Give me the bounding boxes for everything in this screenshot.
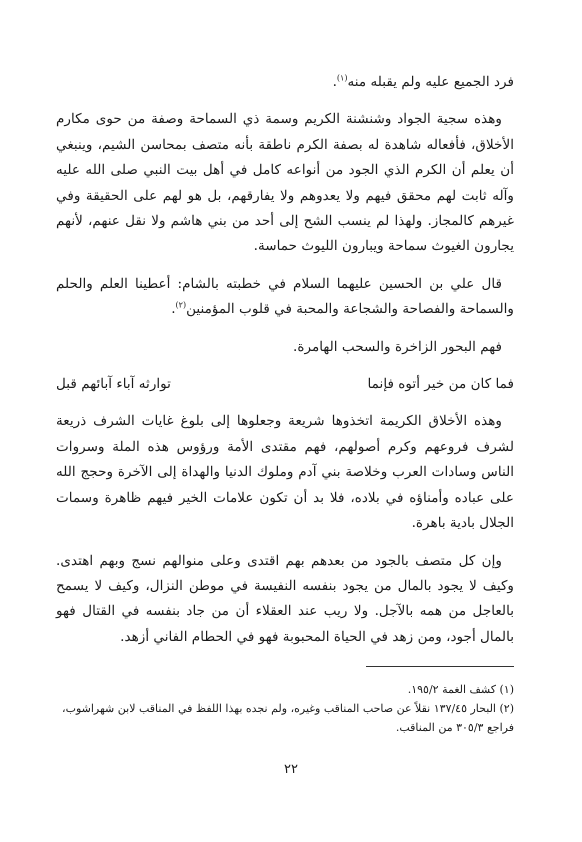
paragraph-6: وإن كل متصف بالجود من بعدهم بهم اقتدى وعلى منوالهم نسج وبهم اهتدى. وكيف لا يجود بالمال من يجود بنفسه النفيسة في موطن النزال، وكيف لا يسمح بالعاجل من همه بالآجل. ولا ريب عند العقلاء أن من جاد بنفسه في القتال فهو بالمال أجود، ومن زهد في الحياة المحبوبة فهو في الحطام الفاني أزهد. [56, 552, 514, 645]
paragraph-3: قال علي بن الحسين عليهما السلام في خطبته بالشام: أعطينا العلم والحلم والسماحة والفصاحة والشجاعة والمحبة في قلوب المؤمنين$^{(٢)}$. [56, 275, 514, 318]
paragraph-1: فرد الجميع عليه ولم يقبله منه$^{(١)}$. [332, 73, 514, 90]
footnote-2: (٢) البحار ١٣٧/٤٥ نقلاً عن صاحب المناقب وغيره، ولم نجده بهذا اللفظ في المناقب لابن شهراشوب، فراجع ٣٠٥/٣ من المناقب. [62, 702, 514, 734]
paragraph-2: وهذه سجية الجواد وشنشنة الكريم وسمة ذي السماحة وصفة من حوى مكارم الأخلاق، فأفعاله شاهدة له بصفة الكرم ناطقة بأنه متصف بمحاسن الشيم، وينبغي أن يعلم أن الكرم الذي الجود من أنواعه كامل في أهل بيت النبي صلى الله عليه وآله ثابت لهم محقق فيهم ولا يعدوهم ولا يفارقهم، بل هو لهم على الحقيقة وفي غيرهم كالمجاز. ولهذا لم ينسب الشح إلى أحد من بني هاشم ولا نقل عنهم، لأنهم يجارون الغيوث سماحة ويبارون الليوث حماسة. [56, 111, 514, 255]
footnote-separator [366, 666, 514, 667]
paragraph-3-text: قال علي بن الحسين عليهما السلام في خطبته بالشام: أعطينا العلم والحلم والسماحة والفصاحة والشجاعة والمحبة في قلوب المؤمنين [56, 275, 514, 318]
paragraph-4: فهم البحور الزاخرة والسحب الهامرة. [293, 338, 502, 355]
poetry-verse [56, 372, 514, 397]
footnote-1: (١) كشف الغمة ١٩٥/٢. [407, 683, 514, 696]
paragraph-5: وهذه الأخلاق الكريمة اتخذوها شريعة وجعلوها إلى بلوغ غايات الشرف ذريعة لشرف فروعهم وكرم أصولهم، فهم مقتدى الأمة ورؤوس هذه الملة وسروات الناس وسادات العرب وخلاصة بني آدم وملوك الدنيا والهداة إلى الآخرة وحجج الله على عباده وأمناؤه في بلاده، فلا بد أن تكون علامات الخير فيهم ظاهرة وسمات الجلال بادية باهرة. [56, 413, 514, 532]
footnotes [56, 680, 514, 737]
verse-first-hemistich: فما كان من خير أتوه فإنما [367, 376, 514, 393]
footnote-ref-2: (٢) [175, 300, 187, 310]
page-number: ٢٢ [284, 762, 298, 777]
footnote-ref-1: (١) [336, 73, 348, 83]
main-text [56, 70, 514, 662]
verse-second-hemistich: توارثه آباء آبائهم قبل [56, 376, 171, 393]
paragraph-1-text: فرد الجميع عليه ولم يقبله منه [347, 74, 514, 90]
